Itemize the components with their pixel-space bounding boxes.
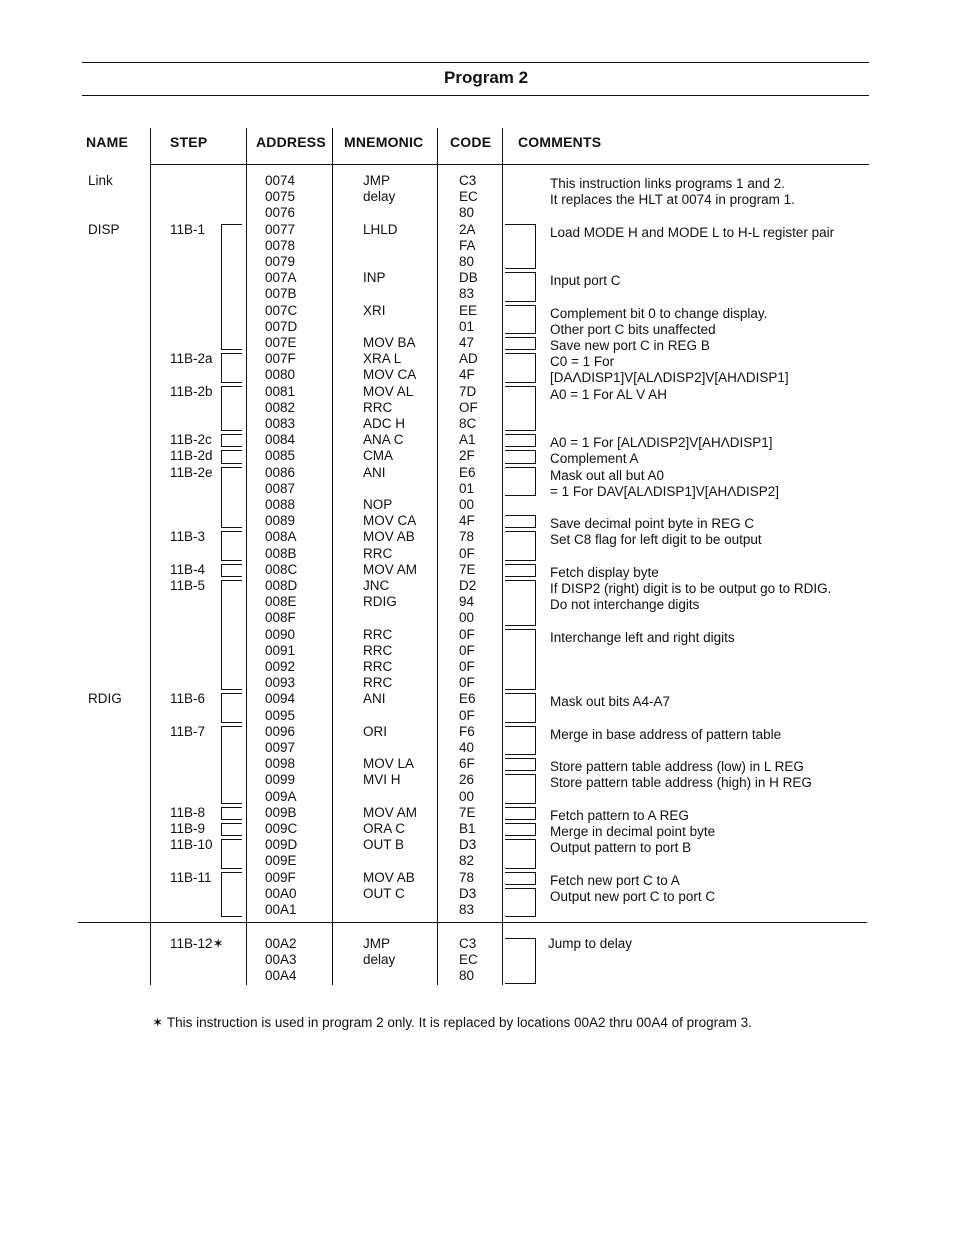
comment-bracket [505,839,536,868]
cell-step: 11B-9 [170,821,206,836]
comment-bracket [505,337,536,350]
comment-bracket [505,823,536,836]
cell-address: 0088 [265,497,296,512]
cell-mnemonic: CMA [363,448,393,464]
comment-text: A0 = 1 For [ALΛDISP2]V[AHΛDISP1] [550,435,773,451]
cell-address: 0087 [265,480,296,496]
cell-address: 0092 [265,659,296,674]
cell-step: 11B-3 [170,529,206,545]
step-bracket [221,353,242,382]
cell-mnemonic: ORI [363,723,388,739]
comment-text: Store pattern table address (low) in L REG [550,759,804,775]
cell-address: 008B [265,545,297,561]
cell-code: EC [459,189,478,205]
cell-step: 11B-10 [170,837,213,853]
divider-step-address [246,128,247,985]
cell-code: 00 [459,788,475,804]
cell-code: 0F [459,707,475,723]
cell-code: EC [459,952,478,968]
cell-code: 7E [459,804,476,820]
cell-step: 11B-8 [170,804,206,820]
step-bracket [221,224,242,351]
cell-address: 008E [265,594,297,610]
cell-code: D3 [459,885,477,901]
cell-code: 40 [459,740,475,755]
step-bracket [221,386,242,432]
cell-mnemonic: JMP [363,173,390,188]
cell-step: 11B-7 [170,723,206,739]
cell-step: 11B-2b [170,383,213,399]
cell-code: 80 [459,254,475,269]
cell-code: 6F [459,756,475,772]
cell-code: E6 [459,691,476,707]
comment-bracket [505,726,536,755]
cell-mnemonic: MOV CA [363,367,417,383]
cell-address: 008D [265,578,298,593]
divider-name-step [150,128,151,985]
cell-mnemonic: JMP [363,936,390,951]
cell-mnemonic: ANI [363,464,386,480]
step-bracket [221,839,242,868]
cell-mnemonic: ADC H [363,416,406,431]
cell-address: 009E [265,853,297,869]
cell-code: 0F [459,642,475,658]
cell-address: 008C [265,561,298,577]
comment-bracket [505,580,536,626]
comment-bracket [505,467,536,496]
comment-bracket [505,305,536,334]
comment-text: Jump to delay [548,936,633,951]
cell-mnemonic: LHLD [363,221,398,237]
header-underline [150,164,869,165]
cell-mnemonic: delay [363,189,396,205]
cell-code: OF [459,399,478,415]
divider-mnemonic-code [437,128,438,985]
step-bracket [221,726,242,804]
cell-address: 0096 [265,723,296,739]
cell-code: 7E [459,561,476,577]
cell-address: 007B [265,286,297,302]
cell-address: 0098 [265,756,296,772]
step-bracket [221,434,242,447]
comment-text: This instruction links programs 1 and 2. [550,176,785,191]
section-separator [78,922,867,923]
cell-mnemonic: ANA C [363,432,404,448]
comment-bracket [505,693,536,722]
cell-step: 11B-1 [170,221,206,237]
comment-bracket [505,938,536,984]
comment-text: Store pattern table address (high) in H REG [550,775,812,791]
cell-mnemonic: MOV AM [363,561,418,577]
cell-address: 0077 [265,221,296,237]
comment-bracket [505,531,536,560]
cell-address: 0084 [265,432,296,448]
cell-address: 008F [265,610,296,626]
cell-code: 4F [459,513,475,529]
cell-mnemonic: NOP [363,497,393,512]
comment-text: Merge in base address of pattern table [550,726,782,742]
cell-mnemonic: MOV AM [363,804,418,820]
comment-text: Load MODE H and MODE L to H-L register pair [550,224,835,240]
comment-text: Fetch new port C to A [550,872,680,888]
comment-bracket [505,450,536,463]
cell-address: 009A [265,788,297,804]
cell-step: 11B-12✶ [170,936,224,951]
cell-address: 0078 [265,237,296,253]
comment-text: Input port C [550,273,621,289]
cell-code: B1 [459,821,476,836]
cell-mnemonic: INP [363,270,386,286]
cell-code: 78 [459,869,475,885]
comment-text: [DAΛDISP1]V[ALΛDISP2]V[AHΛDISP1] [550,370,789,386]
cell-mnemonic: JNC [363,578,390,593]
cell-code: 0F [459,626,475,642]
step-bracket [221,693,242,722]
cell-address: 007C [265,302,298,318]
cell-step: 11B-6 [170,691,206,707]
cell-step: 11B-5 [170,578,206,593]
comment-bracket [505,272,536,301]
cell-code: A1 [459,432,476,448]
cell-address: 00A0 [265,885,297,901]
title-rule-bottom [82,95,869,96]
cell-mnemonic: RRC [363,399,393,415]
cell-code: 01 [459,480,475,496]
cell-code: 0F [459,545,475,561]
step-bracket [221,531,242,560]
cell-code: 83 [459,286,475,302]
comment-text: Complement bit 0 to change display. [550,305,768,321]
cell-address: 0097 [265,740,296,755]
title-rule-top [82,62,869,63]
cell-address: 0099 [265,772,296,788]
cell-code: FA [459,237,476,253]
cell-address: 009F [265,869,296,885]
cell-address: 007E [265,335,297,350]
header-step: STEP [170,134,208,150]
cell-mnemonic: OUT C [363,885,405,901]
cell-name: RDIG [88,691,122,707]
cell-code: C3 [459,173,477,188]
cell-mnemonic: RDIG [363,594,397,610]
divider-address-mnemonic [332,128,333,985]
comment-text: Mask out all but A0 [550,467,665,483]
cell-mnemonic: MOV AL [363,383,414,399]
comment-text: Output pattern to port B [550,840,692,856]
comment-text: Output new port C to port C [550,888,716,904]
cell-code: D3 [459,837,477,853]
cell-address: 007A [265,270,297,286]
comment-bracket [505,872,536,885]
step-bracket [221,450,242,463]
cell-address: 0081 [265,383,296,399]
cell-code: 7D [459,383,477,399]
cell-mnemonic: MOV AB [363,529,415,545]
header-mnemonic: MNEMONIC [344,134,424,150]
cell-mnemonic: RRC [363,545,393,561]
cell-mnemonic: ANI [363,691,386,707]
cell-code: 00 [459,610,475,626]
cell-code: DB [459,270,478,286]
cell-mnemonic: RRC [363,659,393,674]
cell-address: 0079 [265,254,296,269]
cell-address: 0089 [265,513,296,529]
step-bracket [221,580,242,690]
cell-address: 009B [265,804,297,820]
comment-text: Fetch display byte [550,564,659,580]
comment-bracket [505,774,536,803]
comment-bracket [505,224,536,270]
comment-bracket [505,386,536,432]
cell-address: 0080 [265,367,296,383]
cell-mnemonic: OUT B [363,837,405,853]
cell-address: 0085 [265,448,296,464]
cell-address: 009D [265,837,298,853]
comment-text: Fetch pattern to A REG [550,807,689,823]
cell-step: 11B-2e [170,464,213,480]
comment-text: Mask out bits A4-A7 [550,694,671,710]
cell-code: F6 [459,723,475,739]
cell-mnemonic: MVI H [363,772,401,788]
cell-mnemonic: MOV AB [363,869,415,885]
cell-step: 11B-2c [170,432,212,448]
page-title: Program 2 [444,68,529,87]
cell-mnemonic: RRC [363,675,393,691]
cell-address: 0082 [265,399,296,415]
cell-code: 00 [459,497,475,512]
cell-mnemonic: XRA L [363,351,402,367]
cell-code: 4F [459,367,475,383]
cell-code: 2F [459,448,475,464]
cell-code: 01 [459,318,475,334]
cell-address: 008A [265,529,297,545]
cell-code: 8C [459,416,477,431]
cell-address: 0095 [265,707,296,723]
comment-text: A0 = 1 For AL V AH [550,386,667,402]
cell-mnemonic: delay [363,952,396,968]
cell-mnemonic: MOV BA [363,335,416,350]
cell-mnemonic: MOV CA [363,513,417,529]
cell-code: 78 [459,529,475,545]
cell-address: 0091 [265,642,296,658]
cell-address: 0093 [265,675,296,691]
cell-code: 0F [459,659,475,674]
comment-text: Set C8 flag for left digit to be output [550,532,762,548]
comment-bracket [505,758,536,771]
cell-name: Link [88,173,113,188]
cell-address: 0074 [265,173,296,188]
cell-address: 00A1 [265,902,297,917]
cell-address: 0090 [265,626,296,642]
comment-text: Merge in decimal point byte [550,824,716,839]
cell-address: 00A2 [265,936,297,951]
comment-text: Save new port C in REG B [550,338,710,353]
cell-name: DISP [88,221,120,237]
cell-address: 00A4 [265,968,297,984]
cell-address: 0083 [265,416,296,431]
header-comments: COMMENTS [518,134,602,150]
cell-code: E6 [459,464,476,480]
cell-mnemonic: RRC [363,642,393,658]
comment-bracket [505,888,536,917]
cell-code: 47 [459,335,475,350]
cell-step: 11B-11 [170,869,212,885]
comment-text: Interchange left and right digits [550,629,735,645]
comment-text: = 1 For DAV[ALΛDISP1]V[AHΛDISP2] [550,483,779,499]
cell-code: 80 [459,205,475,221]
cell-address: 00A3 [265,952,297,968]
cell-address: 0076 [265,205,296,221]
header-name: NAME [86,134,129,150]
cell-code: 26 [459,772,475,788]
cell-code: 0F [459,675,475,691]
step-bracket [221,564,242,577]
cell-address: 007F [265,351,296,367]
cell-mnemonic: XRI [363,302,386,318]
cell-address: 0086 [265,464,296,480]
comment-text: Save decimal point byte in REG C [550,516,755,532]
divider-code-comments [502,128,503,985]
cell-mnemonic: RRC [363,626,393,642]
cell-step: 11B-4 [170,561,206,577]
cell-code: 2A [459,221,476,237]
cell-code: AD [459,351,478,367]
step-bracket [221,467,242,529]
footnote: ✶ This instruction is used in program 2 only. It is replaced by locations 00A2 thru 00A4 of program 3. [152,1015,752,1030]
header-code: CODE [450,134,492,150]
cell-code: 80 [459,968,475,984]
header-address: ADDRESS [256,134,326,150]
comment-text: Do not interchange digits [550,597,700,613]
cell-address: 0094 [265,691,296,707]
comment-bracket [505,515,536,528]
cell-mnemonic: MOV LA [363,756,415,772]
comment-text: Complement A [550,451,639,467]
cell-step: 11B-2d [170,448,213,464]
cell-code: 82 [459,853,475,869]
cell-step: 11B-2a [170,351,213,367]
step-bracket [221,807,242,820]
cell-address: 007D [265,318,298,334]
comment-text: C0 = 1 For [550,354,615,370]
cell-address: 0075 [265,189,296,205]
step-bracket [221,872,242,918]
comment-bracket [505,434,536,447]
comment-bracket [505,807,536,820]
comment-text: It replaces the HLT at 0074 in program 1. [550,192,795,208]
comment-text: Other port C bits unaffected [550,321,716,337]
cell-code: 83 [459,902,475,917]
comment-text: If DISP2 (right) digit is to be output go to RDIG. [550,581,832,596]
cell-code: 94 [459,594,475,610]
cell-address: 009C [265,821,298,836]
comment-bracket [505,629,536,691]
cell-mnemonic: ORA C [363,821,406,836]
cell-code: C3 [459,936,477,951]
cell-code: EE [459,302,478,318]
cell-code: D2 [459,578,477,593]
comment-bracket [505,564,536,577]
step-bracket [221,823,242,836]
comment-bracket [505,353,536,382]
